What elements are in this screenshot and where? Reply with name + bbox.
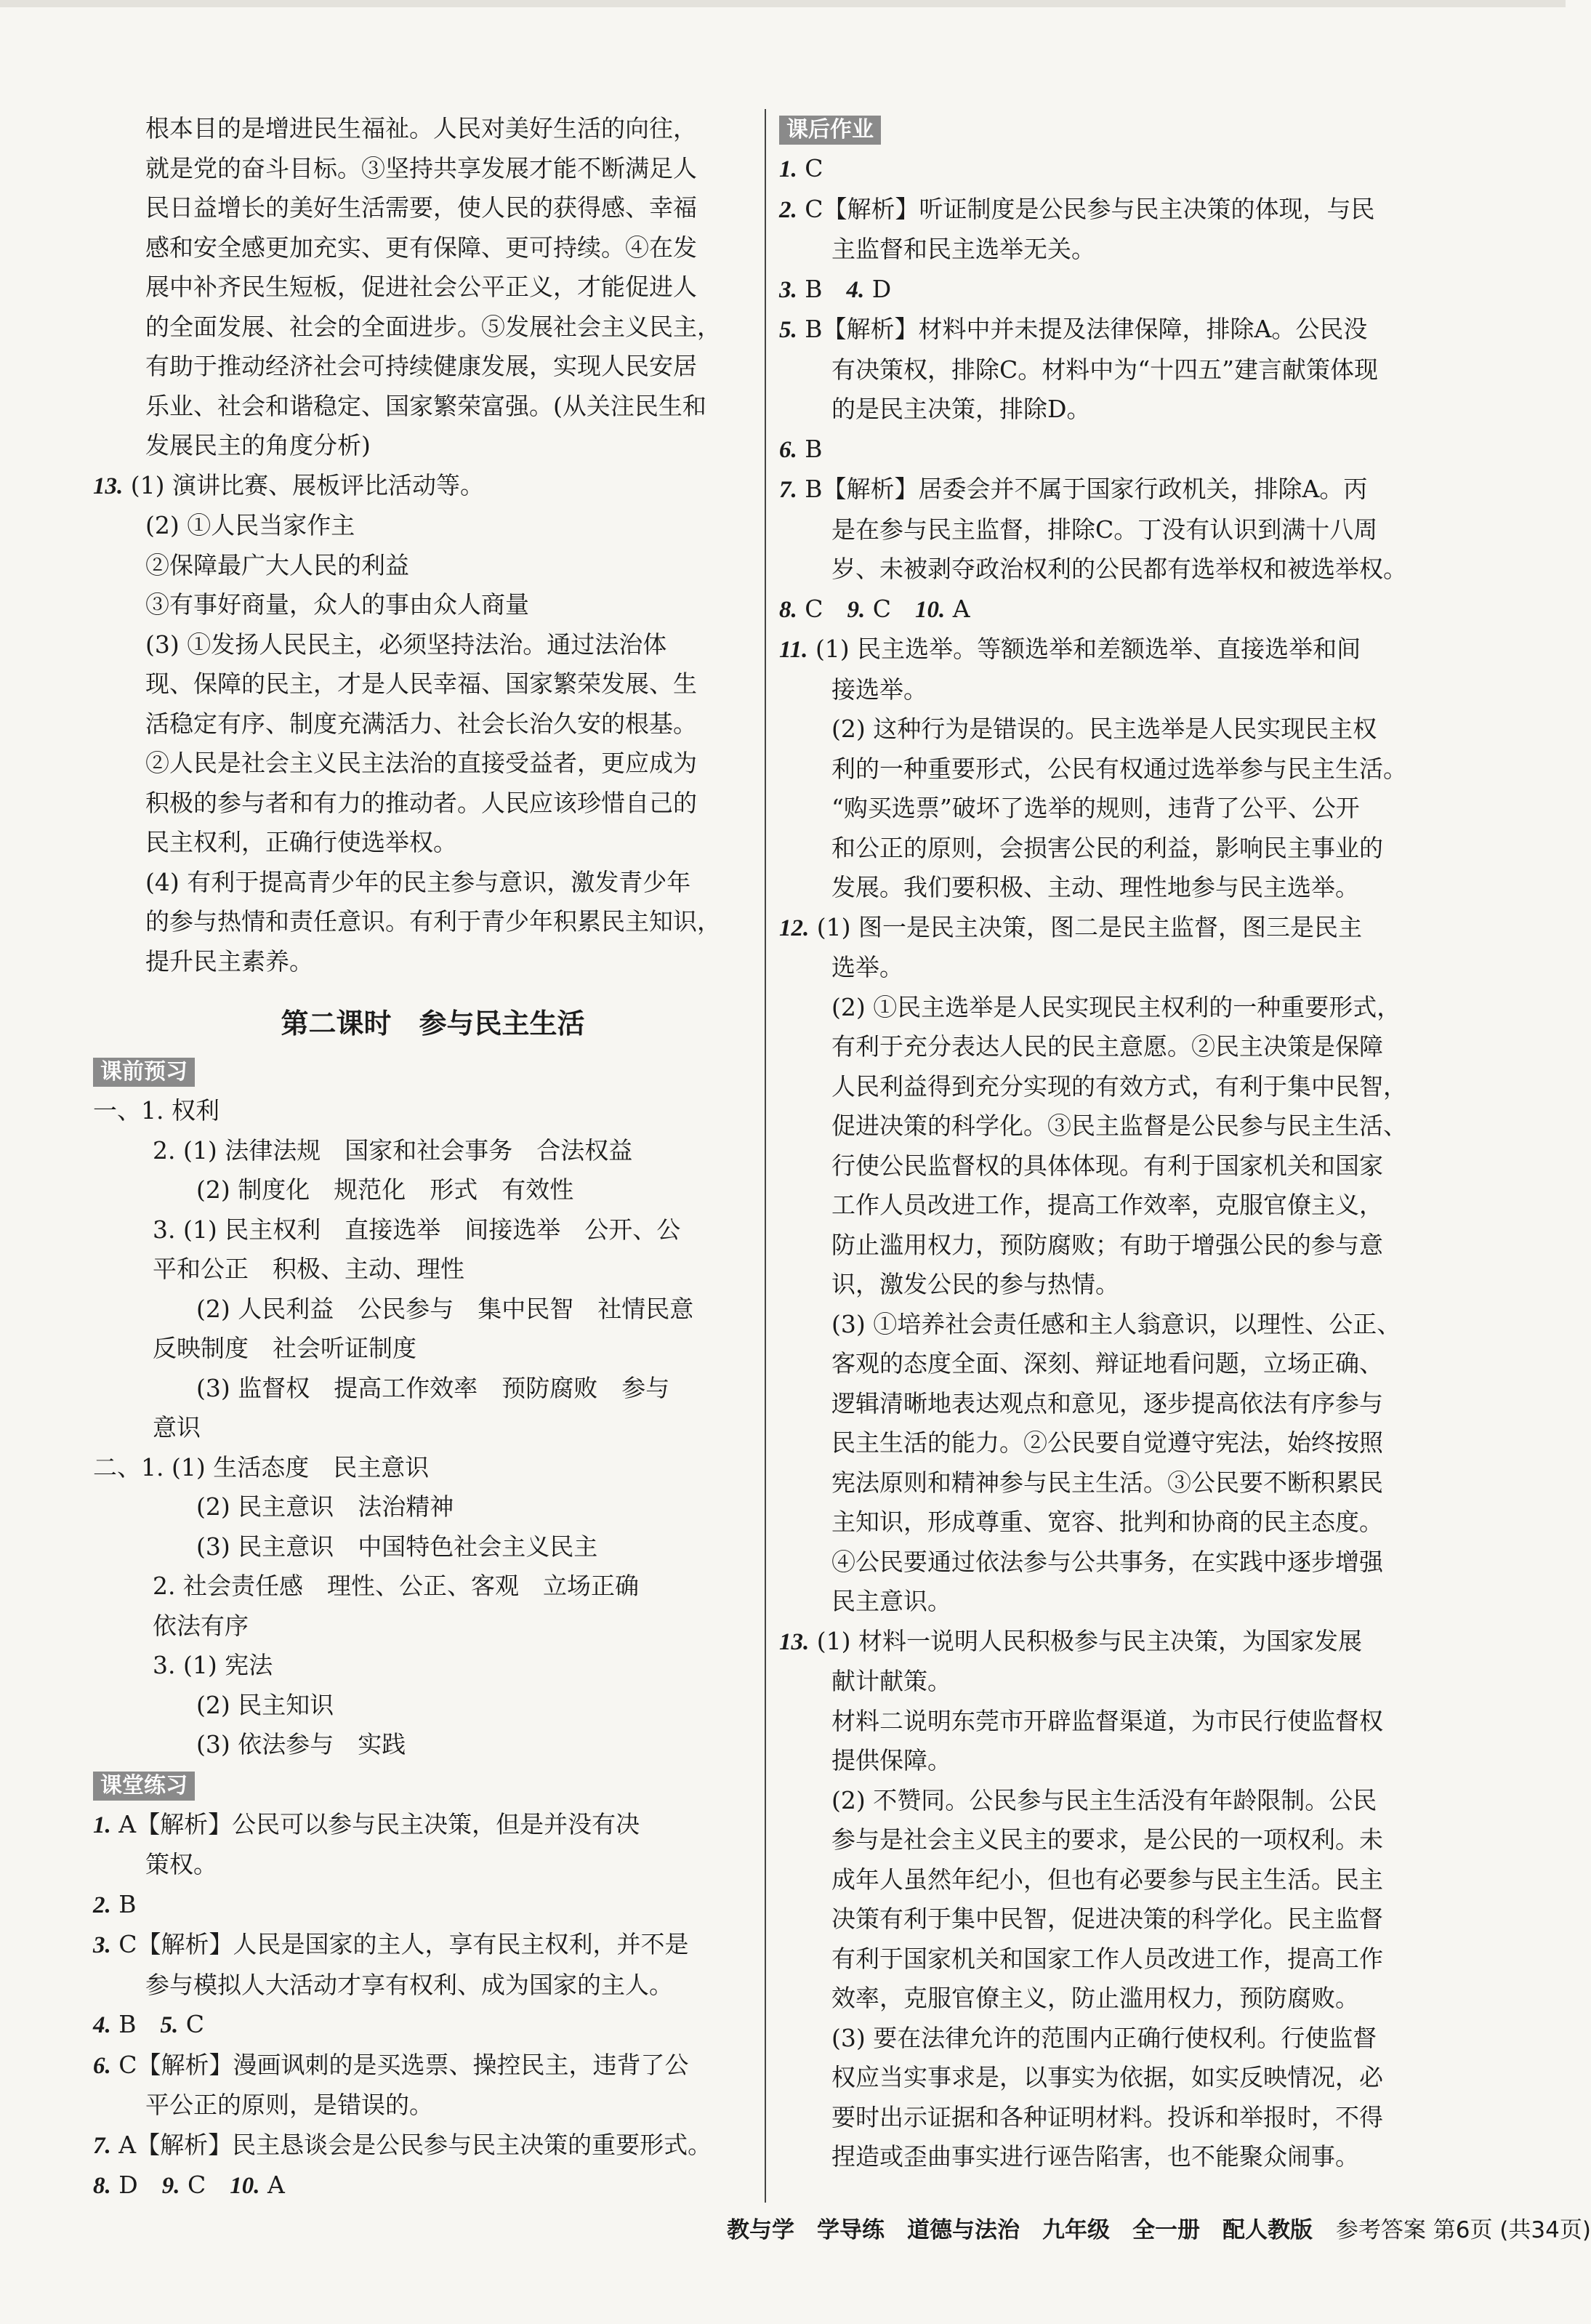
text-line: 的参与热情和责任意识。有利于青少年积累民主知识，: [145, 907, 721, 936]
answer-6: [93, 2046, 773, 2086]
text-line: 决策有利于集中民智，促进决策的科学化。民主监督: [831, 1905, 1383, 1933]
answer-text: A: [267, 2171, 285, 2199]
answer-text: (1) 图一是民主决策，图二是民主监督，图三是民主: [816, 912, 1362, 941]
left-column: [93, 109, 773, 2206]
text-line: (2) 民主知识: [196, 1690, 334, 1719]
answer-text: C【解析】听证制度是公民参与民主决策的体现，与民: [805, 194, 1375, 223]
answer-text: A: [952, 594, 970, 623]
answer-text: B: [118, 1889, 137, 1918]
answer-item: [779, 1622, 1444, 1662]
text-line: 宪法原则和精神参与民主生活。③公民要不断积累民: [831, 1468, 1383, 1497]
text-line: 献计献策。: [831, 1667, 951, 1695]
text-line: 参与是社会主义民主的要求，是公民的一项权利。未: [831, 1825, 1383, 1854]
answer-number: 8.: [93, 2173, 111, 2199]
text-line: 主知识，形成尊重、宽容、批判和协商的民主态度。: [831, 1508, 1383, 1536]
answer-7: [93, 2126, 773, 2166]
answer-item: [779, 590, 1444, 630]
text-line: 和公正的原则，会损害公民的利益，影响民主事业的: [831, 833, 1383, 862]
homework-badge: 课后作业: [779, 116, 881, 145]
text-line: 3. (1) 民主权利 直接选举 间接选举 公开、公: [153, 1215, 681, 1244]
text-line: 行使公民监督权的具体体现。有利于国家机关和国家: [831, 1151, 1383, 1180]
answer-text: C【解析】漫画讽刺的是买选票、操控民主，违背了公: [118, 2050, 689, 2079]
text-line: 主监督和民主选举无关。: [831, 235, 1095, 263]
scan-edge: [0, 0, 1566, 7]
text-line: 有利于充分表达人民的民主意愿。②民主决策是保障: [831, 1032, 1383, 1061]
text-line: 民主意识。: [831, 1587, 951, 1615]
preview-badge: 课前预习: [93, 1058, 195, 1087]
answer-number: 1.: [93, 1812, 111, 1838]
answer-4-5: [93, 2005, 773, 2046]
text-line: (3) 监督权 提高工作效率 预防腐败 参与: [196, 1373, 670, 1402]
classwork-badge: 课堂练习: [93, 1772, 195, 1801]
answer-number: 5.: [779, 317, 797, 343]
answer-item: [779, 430, 1444, 470]
text-line: 发展。我们要积极、主动、理性地参与民主选举。: [831, 873, 1359, 901]
page-footer: [727, 2211, 1591, 2244]
text-line: 要时出示证据和各种证明材料。投诉和举报时，不得: [831, 2102, 1383, 2131]
answer-text: D: [871, 274, 892, 303]
text-line: 提升民主素养。: [145, 946, 313, 976]
text-line: 促进决策的科学化。③民主监督是公民参与民主生活、: [831, 1111, 1407, 1140]
text-line: 根本目的是增进民生福祉。人民对美好生活的向往，: [145, 114, 697, 142]
text-line: ②保障最广大人民的利益: [145, 550, 409, 579]
text-line: 选举。: [831, 953, 903, 981]
answer-number: 4.: [93, 2012, 111, 2038]
page-number: 第6页 (共34页): [1433, 2217, 1591, 2243]
answer-item: [779, 908, 1444, 949]
text-line: (2) 这种行为是错误的。民主选举是人民实现民主权: [831, 715, 1377, 743]
text-line: 的是民主决策，排除D。: [831, 395, 1091, 423]
answer-number: 13.: [779, 1628, 810, 1655]
text-line: 成年人虽然年纪小，但也有必要参与民主生活。民主: [831, 1865, 1383, 1894]
right-column: [779, 109, 1444, 2177]
answer-number: 7.: [779, 477, 797, 503]
text-line: 民主权利，正确行使选举权。: [145, 828, 457, 856]
text-line: 2. (1) 法律法规 国家和社会事务 合法权益: [153, 1135, 633, 1165]
text-line: (3) ①培养社会责任感和主人翁意识，以理性、公正、: [831, 1309, 1401, 1338]
text-line: (2) ①人民当家作主: [145, 511, 355, 539]
answer-text: B: [805, 434, 823, 463]
answer-13: [93, 466, 773, 507]
text-line: 平公正的原则，是错误的。: [145, 2091, 433, 2119]
text-line: 权应当实事求是，以事实为依据，如实反映情况，必: [831, 2063, 1383, 2091]
answer-1: [93, 1805, 773, 1846]
text-line: 的全面发展、社会的全面进步。⑤发展社会主义民主，: [145, 312, 721, 341]
answer-text: (1) 材料一说明人民积极参与民主决策，为国家发展: [816, 1626, 1362, 1655]
answer-item: [779, 270, 1444, 310]
text-line: 发展民主的角度分析): [145, 431, 371, 459]
answer-item: [779, 149, 1444, 190]
answer-text: A【解析】公民可以参与民主决策，但是并没有决: [118, 1809, 640, 1838]
text-line: 利的一种重要形式，公民有权通过选举参与民主生活。: [831, 754, 1407, 783]
text-line: ②人民是社会主义民主法治的直接受益者，更应成为: [145, 749, 697, 777]
answer-number: 2.: [779, 196, 797, 223]
answer-text: B【解析】材料中并未提及法律保障，排除A。公民没: [805, 315, 1368, 343]
footer-label: 参考答案: [1335, 2217, 1426, 2243]
answer-number: 4.: [846, 276, 865, 303]
answer-2: [93, 1885, 773, 1926]
answer-number: 10.: [915, 596, 946, 623]
answer-item: [779, 470, 1444, 510]
text-line: “购买选票”破坏了选举的规则，违背了公平、公开: [831, 794, 1360, 822]
text-line: 乐业、社会和谐稳定、国家繁荣富强。(从关注民生和: [145, 391, 706, 420]
answer-text: B: [805, 274, 847, 303]
text-line: 有利于国家机关和国家工作人员改进工作，提高工作: [831, 1944, 1383, 1973]
answer-8-10: [93, 2166, 773, 2206]
answer-item: [779, 190, 1444, 230]
text-line: (2) ①民主选举是人民实现民主权利的一种重要形式，: [831, 992, 1401, 1021]
answer-item: [779, 630, 1444, 670]
answer-text: C【解析】人民是国家的主人，享有民主权利，并不是: [118, 1930, 689, 1958]
text-line: 民日益增长的美好生活需要，使人民的获得感、幸福: [145, 193, 697, 222]
text-line: 有助于推动经济社会可持续健康发展，实现人民安居: [145, 352, 697, 380]
text-line: ③有事好商量，众人的事由众人商量: [145, 590, 529, 619]
text-line: 策权。: [145, 1850, 217, 1878]
answer-item: [779, 310, 1444, 350]
text-line: ④公民要通过依法参与公共事务，在实践中逐步增强: [831, 1547, 1383, 1576]
text-line: 现、保障的民主，才是人民幸福、国家繁荣发展、生: [145, 670, 697, 698]
text-line: (4) 有利于提高青少年的民主参与意识，激发青少年: [145, 867, 691, 896]
homework-list: [779, 149, 1444, 2177]
answer-text: (1) 民主选举。等额选举和差额选举、直接选举和间: [815, 635, 1361, 663]
text-line: 3. (1) 宪法: [153, 1651, 273, 1679]
column-divider: [765, 109, 766, 2203]
answer-3: [93, 1925, 773, 1966]
text-line: 反映制度 社会听证制度: [153, 1334, 416, 1362]
text-line: 效率，克服官僚主义，防止滥用权力，预防腐败。: [831, 1984, 1359, 2012]
answer-number: 7.: [93, 2132, 111, 2159]
text-line: (2) 不赞同。公民参与民主生活没有年龄限制。公民: [831, 1785, 1377, 1814]
answer-number: 9.: [161, 2173, 180, 2199]
text-line: (2) 制度化 规范化 形式 有效性: [196, 1175, 574, 1204]
answer-text: D: [118, 2171, 162, 2199]
answer-text: C: [185, 2010, 205, 2038]
text-line: 防止滥用权力，预防腐败；有助于增强公民的参与意: [831, 1230, 1383, 1259]
answer-text: B: [118, 2010, 161, 2038]
answer-number: 6.: [93, 2052, 111, 2079]
answer-text: B【解析】居委会并不属于国家行政机关，排除A。丙: [805, 475, 1368, 503]
answer-text: (1) 演讲比赛、展板评比活动等。: [130, 470, 484, 499]
text-line: 展中补齐民生短板，促进社会公平正义，才能促进人: [145, 273, 697, 301]
text-line: 民主生活的能力。②公民要自觉遵守宪法，始终按照: [831, 1428, 1383, 1457]
answer-number: 12.: [779, 914, 810, 941]
text-line: 材料二说明东莞市开辟监督渠道，为市民行使监督权: [831, 1706, 1383, 1735]
text-line: 意识: [153, 1413, 201, 1442]
text-line: 工作人员改进工作，提高工作效率，克服官僚主义，: [831, 1191, 1383, 1219]
answer-number: 13.: [93, 473, 124, 499]
text-line: 识，激发公民的参与热情。: [831, 1270, 1119, 1298]
text-line: 人民利益得到充分实现的有效方式，有利于集中民智，: [831, 1071, 1407, 1101]
answer-text: C: [805, 594, 847, 623]
answer-number: 9.: [847, 596, 866, 623]
answer-number: 8.: [779, 596, 797, 623]
text-line: 一、1. 权利: [93, 1096, 219, 1125]
text-line: 捏造或歪曲事实进行诬告陷害，也不能聚众闹事。: [831, 2142, 1359, 2171]
text-line: 有决策权，排除C。材料中为“十四五”建言献策体现: [831, 355, 1378, 384]
text-line: 积极的参与者和有力的推动者。人民应该珍惜自己的: [145, 788, 697, 817]
answer-number: 11.: [779, 637, 808, 663]
answer-number: 5.: [160, 2012, 179, 2038]
text-line: (3) 要在法律允许的范围内正确行使权利。行使监督: [831, 2023, 1377, 2052]
answer-text: C: [805, 154, 823, 182]
answer-number: 6.: [779, 436, 797, 463]
text-line: 感和安全感更加充实、更有保障、更可持续。④在发: [145, 233, 697, 262]
answer-number: 3.: [93, 1932, 111, 1958]
book-series: 教与学 学导练 道德与法治 九年级 全一册 配人教版: [727, 2217, 1313, 2243]
answer-text: C: [187, 2171, 230, 2199]
answer-number: 1.: [779, 156, 797, 182]
text-line: 2. 社会责任感 理性、公正、客观 立场正确: [153, 1572, 639, 1600]
text-line: (3) ①发扬人民民主，必须坚持法治。通过法治体: [145, 630, 667, 659]
text-line: 是在参与民主监督，排除C。丁没有认识到满十八周: [831, 515, 1378, 544]
text-line: (3) 民主意识 中国特色社会主义民主: [196, 1532, 598, 1561]
answer-text: A【解析】民主恳谈会是公民参与民主决策的重要形式。: [118, 2130, 712, 2159]
text-line: 逻辑清晰地表达观点和意见，逐步提高依法有序参与: [831, 1388, 1383, 1418]
text-line: 客观的态度全面、深刻、辩证地看问题，立场正确、: [831, 1349, 1383, 1378]
answer-number: 2.: [93, 1891, 111, 1918]
text-line: 平和公正 积极、主动、理性: [153, 1255, 464, 1283]
text-line: (3) 依法参与 实践: [196, 1730, 406, 1758]
text-line: 二、1. (1) 生活态度 民主意识: [93, 1452, 430, 1481]
text-line: 参与模拟人大活动才享有权利、成为国家的主人。: [145, 1970, 673, 1999]
answer-number: 10.: [230, 2173, 260, 2199]
section-title: 第二课时 参与民主生活: [281, 1008, 585, 1040]
answer-text: C: [872, 594, 915, 623]
text-line: 提供保障。: [831, 1746, 951, 1774]
answer-number: 3.: [779, 276, 797, 303]
text-line: 活稳定有序、制度充满活力、社会长治久安的根基。: [145, 709, 697, 738]
text-line: 就是党的奋斗目标。③坚持共享发展才能不断满足人: [145, 153, 697, 182]
text-line: (2) 民主意识 法治精神: [196, 1492, 454, 1521]
text-line: 接选举。: [831, 675, 927, 704]
text-line: (2) 人民利益 公民参与 集中民智 社情民意: [196, 1294, 694, 1323]
text-line: 依法有序: [153, 1611, 249, 1640]
text-line: 岁、未被剥夺政治权利的公民都有选举权和被选举权。: [831, 555, 1407, 583]
